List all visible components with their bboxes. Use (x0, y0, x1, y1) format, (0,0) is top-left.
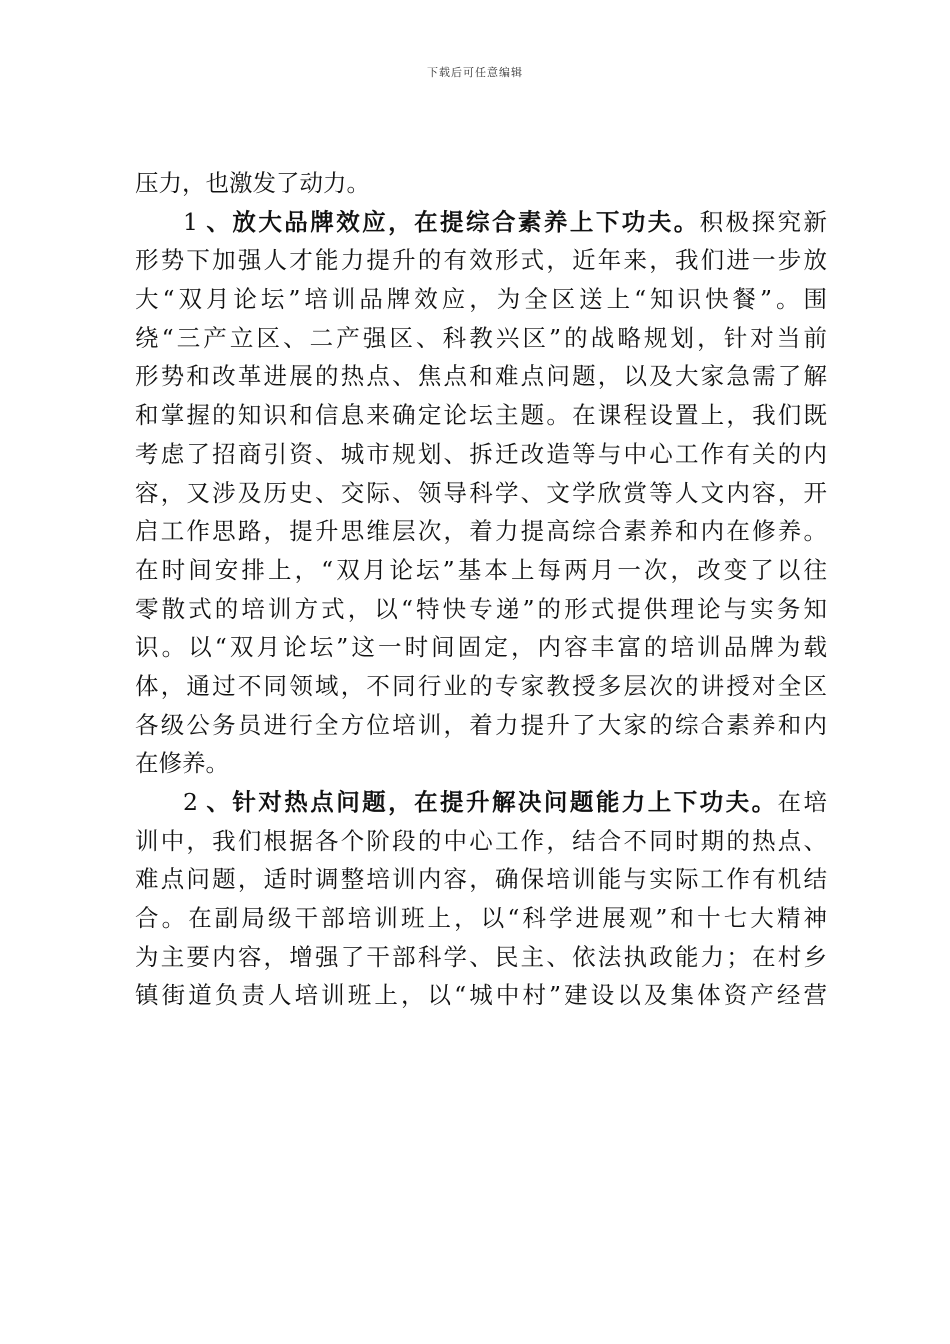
text-line: 训中，我们根据各个阶段的中心工作，结合不同时期的热点、 (135, 826, 827, 855)
text-line: 为主要内容，增强了干部科学、民主、依法执政能力；在村乡 (135, 942, 827, 971)
text-line: 在时间安排上，“双月论坛”基本上每两月一次，改变了以往 (135, 555, 827, 584)
paragraph-1-heading-line (135, 203, 827, 242)
text-line: 难点问题，适时调整培训内容，确保培训能与实际工作有机结 (135, 865, 827, 894)
text-line: 在修养。 (135, 749, 229, 778)
text-line: 大“双月论坛”培训品牌效应，为全区送上“知识快餐”。围 (135, 285, 827, 314)
text-line: 容，又涉及历史、交际、领导科学、文学欣赏等人文内容，开 (135, 478, 827, 507)
paragraph-heading: 、放大品牌效应，在提综合素养上下功夫。 (203, 207, 700, 236)
paragraph-heading: 、针对热点问题，在提升解决问题能力上下功夫。 (203, 788, 778, 816)
text-line: 启工作思路，提升思维层次，着力提高综合素养和内在修养。 (135, 517, 827, 546)
text-line: 压力，也激发了动力。 (135, 169, 370, 197)
text-line: 绕“三产立区、二产强区、科教兴区”的战略规划，针对当前 (135, 323, 827, 352)
text-line: 镇街道负责人培训班上，以“城中村”建设以及集体资产经营 (135, 981, 827, 1010)
page-header: 下载后可任意编辑 (427, 66, 523, 79)
text-line: 识。以“双月论坛”这一时间固定，内容丰富的培训品牌为载 (135, 633, 827, 662)
text-segment: 积极探究新 (699, 207, 828, 236)
paragraph-2-heading-line (135, 783, 827, 822)
text-line: 零散式的培训方式，以“特快专递”的形式提供理论与实务知 (135, 594, 827, 623)
text-segment: 在培 (777, 788, 828, 816)
paragraph-number: 2 (183, 788, 198, 816)
text-line: 形势和改革进展的热点、焦点和难点问题，以及大家急需了解 (135, 362, 827, 391)
text-line: 考虑了招商引资、城市规划、拆迁改造等与中心工作有关的内 (135, 439, 827, 468)
body-text (135, 164, 827, 1015)
text-line: 各级公务员进行全方位培训，着力提升了大家的综合素养和内 (135, 710, 827, 739)
text-line: 合。在副局级干部培训班上，以“科学进展观”和十七大精神 (135, 904, 827, 933)
text-line: 和掌握的知识和信息来确定论坛主题。在课程设置上，我们既 (135, 401, 827, 430)
paragraph-number: 1 (183, 207, 198, 236)
text-line: 形势下加强人才能力提升的有效形式，近年来，我们进一步放 (135, 246, 827, 275)
text-line: 体，通过不同领域，不同行业的专家教授多层次的讲授对全区 (135, 671, 827, 700)
